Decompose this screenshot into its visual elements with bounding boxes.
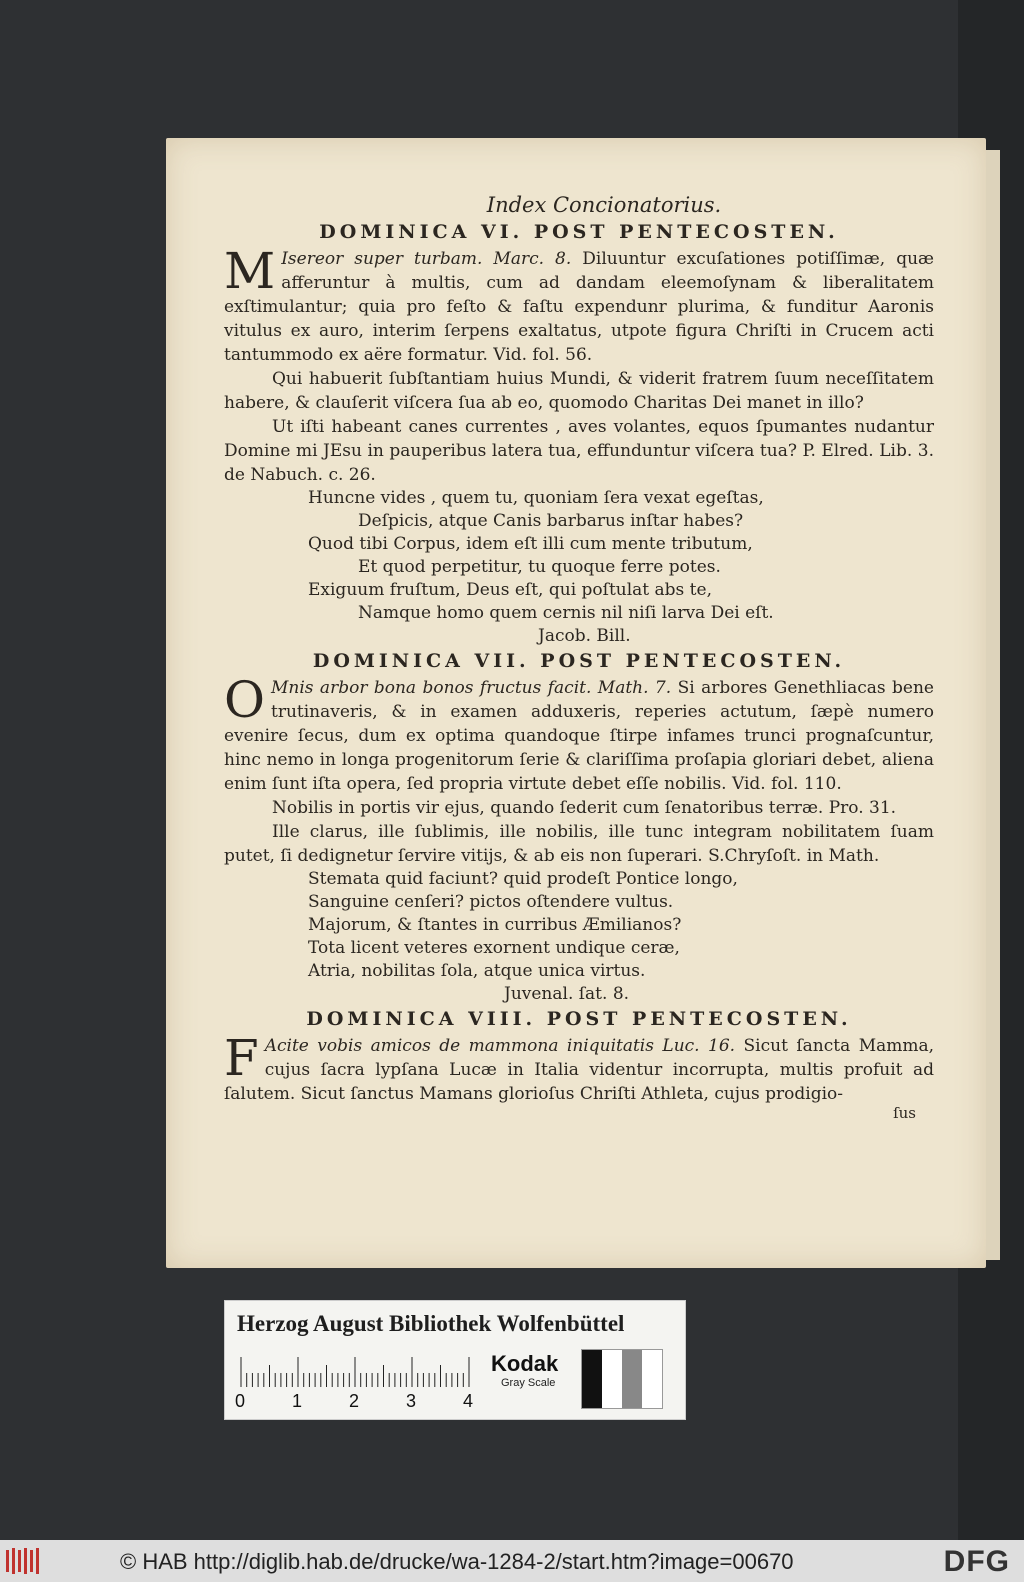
body-paragraph: Nobilis in portis vir ejus, quando ſederit cum ſenatoribus terræ. Pro. 31. — [272, 798, 897, 818]
library-label-card — [224, 1300, 686, 1420]
ruler-number: 0 — [235, 1391, 246, 1411]
lead-quote: Isereor super turbam. Marc. 8. — [281, 249, 572, 269]
verse-line: Huncne vides , quem tu, quoniam ſera vexat egeſtas, — [308, 488, 764, 508]
swatch-black — [582, 1350, 602, 1408]
drop-capital: O — [224, 671, 265, 729]
sections — [224, 221, 934, 1106]
dfg-logo: DFG — [943, 1545, 1010, 1578]
lead-quote: Acite vobis amicos de mammona iniquitatis Luc. 16. — [264, 1036, 736, 1056]
footer-url[interactable]: © HAB http://diglib.hab.de/drucke/wa-1284-2/start.htm?image=00670 — [120, 1549, 794, 1574]
verse-line: Sanguine cenſeri? pictos oſtendere vultus. — [308, 892, 674, 912]
lead-text: Diluuntur excuſationes potiſſimæ, quæ afferuntur à multis, cum ad dandam eleemoſynam & liberalitatem exſtimulantur; quia pro feſto & faſtu expendunr plurima, & funditur Aaronis vitulus ex auro, interim ſerpens exaltatus, utpote figura Chriſti in Crucem acti tantummodo ex aëre formatur. Vid. fol. 56. — [224, 249, 934, 365]
body-paragraph: Ille clarus, ille ſublimis, ille nobilis, ille tunc integram nobilitatem ſuam putet, ſi dedignetur ſervire vitijs, & ab eis non ſuperari. S.Chryſoſt. in Math. — [224, 822, 934, 866]
verse-line: Stemata quid faciunt? quid prodeſt Pontice longo, — [308, 869, 738, 889]
catchword: ſus — [893, 1104, 916, 1122]
lead-text: Si arbores Genethliacas bene trutinaveris, & in examen adduxeris, reperies actutum, ſæpè numero evenire ſecus, dum ex optima quandoque ſtirpe infames trunci prognaſcuntur, hinc nemo in longa progenitorum ſerie & clariſſima proſapia gloriari debet, aliena enim ſunt iſta opera, ſed propria virtute debet eſſe nobilis. Vid. fol. 110. — [224, 678, 934, 794]
verse-line: Quod tibi Corpus, idem eſt illi cum mente tributum, — [308, 534, 753, 554]
lead-paragraph — [224, 671, 934, 796]
lead-paragraph — [224, 1029, 935, 1106]
lead-quote: Mnis arbor bona bonos fructus facit. Math. 7. — [271, 678, 672, 698]
gray-swatches — [581, 1349, 663, 1409]
swatch-white-2 — [642, 1350, 662, 1408]
scale-ruler — [235, 1353, 475, 1389]
body-paragraph: Ut iſti habeant canes currentes , aves volantes, equos ſpumantes nudantur Domine mi JEsu in pauperibus latera tua, effunduntur viſcera tua? P. Elred. Lib. 3. de Nabuch. c. 26. — [224, 417, 934, 485]
running-header: Index Concionatorius. — [486, 193, 722, 217]
hab-logo-icon — [4, 1546, 44, 1576]
lead-text: Sicut ſancta Mamma, cujus ſacra lypſana Lucæ in Italia videntur incorrupta, multis profuit ad ſalutem. Sicut ſanctus Mamans glorioſus Chriſti Athleta, cujus prodigio- — [224, 1036, 935, 1104]
verse-line: Namque homo quem cernis nil niſi larva Dei eſt. — [358, 603, 774, 623]
verse-line: Deſpicis, atque Canis barbarus inſtar habes? — [358, 511, 744, 531]
swatch-gray — [622, 1350, 642, 1408]
verse-attribution: Jacob. Bill. — [538, 626, 631, 646]
body-paragraph: Qui habuerit ſubſtantiam huius Mundi, & viderit fratrem ſuum neceſſitatem habere, & clauſerit viſcera ſua ab eo, quomodo Charitas Dei manet in illo? — [224, 369, 934, 413]
lead-paragraph — [224, 242, 934, 367]
page-content — [224, 193, 934, 1122]
verse-attribution: Juvenal. ſat. 8. — [504, 984, 630, 1004]
gray-scale-label: Gray Scale — [501, 1377, 556, 1389]
swatch-white-1 — [602, 1350, 622, 1408]
ruler-number: 1 — [292, 1391, 303, 1411]
section-title: DOMINICA VIII. POST PENTECOSTEN. — [306, 1008, 852, 1030]
drop-capital: F — [224, 1029, 259, 1087]
ruler-number: 3 — [406, 1391, 417, 1411]
section-title: DOMINICA VI. POST PENTECOSTEN. — [319, 221, 839, 243]
footer-bar — [0, 1540, 1024, 1582]
verse-line: Exiguum fruſtum, Deus eſt, qui poſtulat abs te, — [308, 580, 712, 600]
section-title: DOMINICA VII. POST PENTECOSTEN. — [312, 650, 846, 672]
ruler-number: 4 — [463, 1391, 474, 1411]
verse-line: Tota licent veteres exornent undique ceræ, — [308, 938, 680, 958]
book-page — [166, 138, 986, 1268]
kodak-brand: Kodak — [491, 1351, 559, 1376]
verse-line: Majorum, & ſtantes in curribus Æmilianos? — [308, 915, 682, 935]
ruler-number: 2 — [349, 1391, 360, 1411]
verse-line: Atria, nobilitas ſola, atque unica virtus. — [308, 961, 646, 981]
verse-line: Et quod perpetitur, tu quoque ferre potes. — [358, 557, 721, 577]
library-name: Herzog August Bibliothek Wolfenbüttel — [237, 1311, 625, 1336]
drop-capital: M — [224, 242, 276, 300]
